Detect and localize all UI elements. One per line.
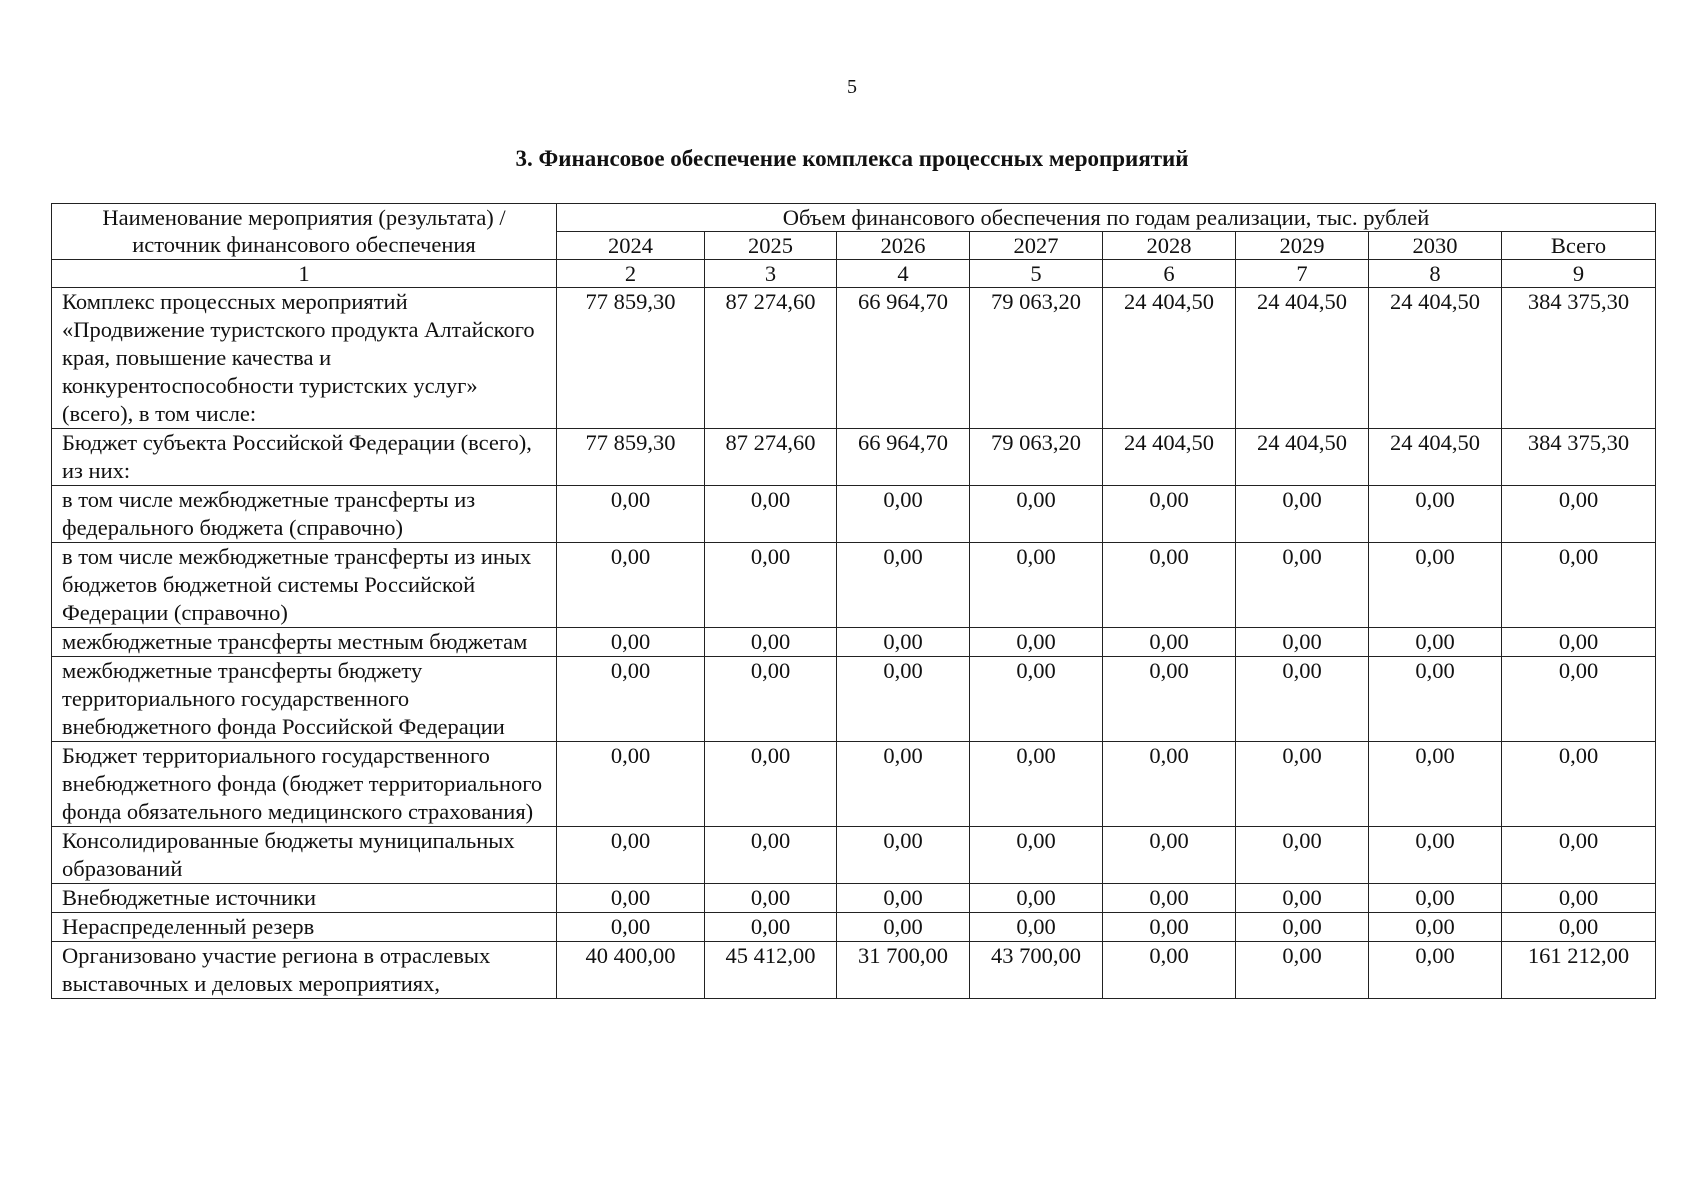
column-number: 5	[970, 260, 1103, 288]
column-numbers-row	[52, 260, 1656, 288]
value-cell: 24 404,50	[1236, 429, 1369, 486]
total-cell: 0,00	[1502, 543, 1656, 628]
row-name: в том числе межбюджетные трансферты из федерального бюджета (справочно)	[52, 486, 557, 543]
header-name-cell: Наименование мероприятия (результата) / источник финансового обеспечения	[52, 204, 557, 260]
value-cell: 0,00	[705, 913, 837, 942]
value-cell: 0,00	[1103, 742, 1236, 827]
value-cell: 0,00	[837, 742, 970, 827]
value-cell: 0,00	[970, 543, 1103, 628]
table-row	[52, 742, 1656, 827]
value-cell: 87 274,60	[705, 429, 837, 486]
value-cell: 24 404,50	[1369, 288, 1502, 429]
total-cell: 0,00	[1502, 827, 1656, 884]
value-cell: 40 400,00	[557, 942, 705, 999]
value-cell: 0,00	[1236, 913, 1369, 942]
value-cell: 0,00	[1103, 913, 1236, 942]
table-row	[52, 543, 1656, 628]
value-cell: 0,00	[1369, 543, 1502, 628]
value-cell: 77 859,30	[557, 288, 705, 429]
table-row	[52, 288, 1656, 429]
table-row	[52, 884, 1656, 913]
total-cell: 0,00	[1502, 913, 1656, 942]
value-cell: 0,00	[1103, 827, 1236, 884]
value-cell: 0,00	[1369, 628, 1502, 657]
total-cell: 161 212,00	[1502, 942, 1656, 999]
table-row	[52, 628, 1656, 657]
table-row	[52, 486, 1656, 543]
value-cell: 0,00	[1103, 486, 1236, 543]
value-cell: 24 404,50	[1103, 429, 1236, 486]
row-name: Внебюджетные источники	[52, 884, 557, 913]
value-cell: 43 700,00	[970, 942, 1103, 999]
value-cell: 0,00	[837, 827, 970, 884]
value-cell: 0,00	[970, 486, 1103, 543]
row-name: Бюджет территориального государственного внебюджетного фонда (бюджет территориального фонда обязательного медицинского страхования)	[52, 742, 557, 827]
value-cell: 0,00	[1369, 486, 1502, 543]
table-row	[52, 429, 1656, 486]
total-cell: 0,00	[1502, 486, 1656, 543]
value-cell: 0,00	[705, 742, 837, 827]
page-number: 5	[847, 76, 857, 98]
total-cell: 384 375,30	[1502, 288, 1656, 429]
value-cell: 0,00	[1369, 827, 1502, 884]
row-name: в том числе межбюджетные трансферты из иных бюджетов бюджетной системы Российской Федерации (справочно)	[52, 543, 557, 628]
value-cell: 24 404,50	[1236, 288, 1369, 429]
value-cell: 0,00	[837, 486, 970, 543]
value-cell: 66 964,70	[837, 288, 970, 429]
value-cell: 0,00	[705, 827, 837, 884]
column-number: 7	[1236, 260, 1369, 288]
value-cell: 79 063,20	[970, 288, 1103, 429]
total-header: Всего	[1502, 232, 1656, 260]
column-number: 6	[1103, 260, 1236, 288]
value-cell: 0,00	[705, 657, 837, 742]
column-number: 3	[705, 260, 837, 288]
value-cell: 0,00	[837, 628, 970, 657]
value-cell: 0,00	[1236, 742, 1369, 827]
value-cell: 0,00	[1236, 942, 1369, 999]
section-title: 3. Финансовое обеспечение комплекса процессных мероприятий	[515, 146, 1189, 171]
value-cell: 0,00	[1103, 543, 1236, 628]
value-cell: 0,00	[1369, 742, 1502, 827]
value-cell: 0,00	[970, 913, 1103, 942]
value-cell: 0,00	[705, 486, 837, 543]
value-cell: 0,00	[970, 628, 1103, 657]
table-row	[52, 657, 1656, 742]
row-name: Организовано участие региона в отраслевых выставочных и деловых мероприятиях,	[52, 942, 557, 999]
value-cell: 0,00	[1236, 827, 1369, 884]
value-cell: 0,00	[1236, 657, 1369, 742]
header-volume-cell: Объем финансового обеспечения по годам реализации, тыс. рублей	[557, 204, 1656, 232]
value-cell: 45 412,00	[705, 942, 837, 999]
value-cell: 0,00	[1103, 628, 1236, 657]
value-cell: 0,00	[1369, 884, 1502, 913]
year-header: 2028	[1103, 232, 1236, 260]
row-name: межбюджетные трансферты местным бюджетам	[52, 628, 557, 657]
value-cell: 31 700,00	[837, 942, 970, 999]
value-cell: 0,00	[1369, 657, 1502, 742]
total-cell: 0,00	[1502, 657, 1656, 742]
value-cell: 66 964,70	[837, 429, 970, 486]
value-cell: 0,00	[557, 657, 705, 742]
row-name: Нераспределенный резерв	[52, 913, 557, 942]
total-cell: 0,00	[1502, 628, 1656, 657]
value-cell: 0,00	[1236, 486, 1369, 543]
value-cell: 0,00	[557, 884, 705, 913]
year-header: 2029	[1236, 232, 1369, 260]
value-cell: 24 404,50	[1369, 429, 1502, 486]
column-number: 2	[557, 260, 705, 288]
column-number: 9	[1502, 260, 1656, 288]
value-cell: 0,00	[970, 742, 1103, 827]
value-cell: 0,00	[557, 543, 705, 628]
row-name: Комплекс процессных мероприятий «Продвижение туристского продукта Алтайского края, повышение качества и конкурентоспособности туристских услуг» (всего), в том числе:	[52, 288, 557, 429]
value-cell: 0,00	[557, 742, 705, 827]
value-cell: 0,00	[557, 628, 705, 657]
year-header: 2025	[705, 232, 837, 260]
column-number: 4	[837, 260, 970, 288]
financing-table	[51, 203, 1656, 999]
value-cell: 0,00	[705, 884, 837, 913]
year-header: 2026	[837, 232, 970, 260]
value-cell: 0,00	[970, 657, 1103, 742]
year-header: 2030	[1369, 232, 1502, 260]
column-number: 1	[52, 260, 557, 288]
value-cell: 0,00	[557, 913, 705, 942]
value-cell: 0,00	[837, 913, 970, 942]
row-name: Консолидированные бюджеты муниципальных образований	[52, 827, 557, 884]
value-cell: 0,00	[1236, 628, 1369, 657]
value-cell: 87 274,60	[705, 288, 837, 429]
value-cell: 0,00	[1103, 884, 1236, 913]
value-cell: 77 859,30	[557, 429, 705, 486]
value-cell: 0,00	[837, 884, 970, 913]
value-cell: 79 063,20	[970, 429, 1103, 486]
value-cell: 0,00	[1103, 657, 1236, 742]
value-cell: 0,00	[837, 543, 970, 628]
value-cell: 0,00	[970, 827, 1103, 884]
column-number: 8	[1369, 260, 1502, 288]
table-row	[52, 827, 1656, 884]
value-cell: 0,00	[705, 543, 837, 628]
value-cell: 0,00	[557, 827, 705, 884]
value-cell: 24 404,50	[1103, 288, 1236, 429]
table-row	[52, 913, 1656, 942]
row-name: Бюджет субъекта Российской Федерации (всего), из них:	[52, 429, 557, 486]
value-cell: 0,00	[1369, 913, 1502, 942]
value-cell: 0,00	[1236, 884, 1369, 913]
total-cell: 0,00	[1502, 884, 1656, 913]
value-cell: 0,00	[1103, 942, 1236, 999]
value-cell: 0,00	[1369, 942, 1502, 999]
row-name: межбюджетные трансферты бюджету территориального государственного внебюджетного фонда Российской Федерации	[52, 657, 557, 742]
value-cell: 0,00	[1236, 543, 1369, 628]
value-cell: 0,00	[970, 884, 1103, 913]
total-cell: 384 375,30	[1502, 429, 1656, 486]
value-cell: 0,00	[557, 486, 705, 543]
value-cell: 0,00	[837, 657, 970, 742]
year-header: 2027	[970, 232, 1103, 260]
value-cell: 0,00	[705, 628, 837, 657]
year-header: 2024	[557, 232, 705, 260]
table-row	[52, 942, 1656, 999]
total-cell: 0,00	[1502, 742, 1656, 827]
